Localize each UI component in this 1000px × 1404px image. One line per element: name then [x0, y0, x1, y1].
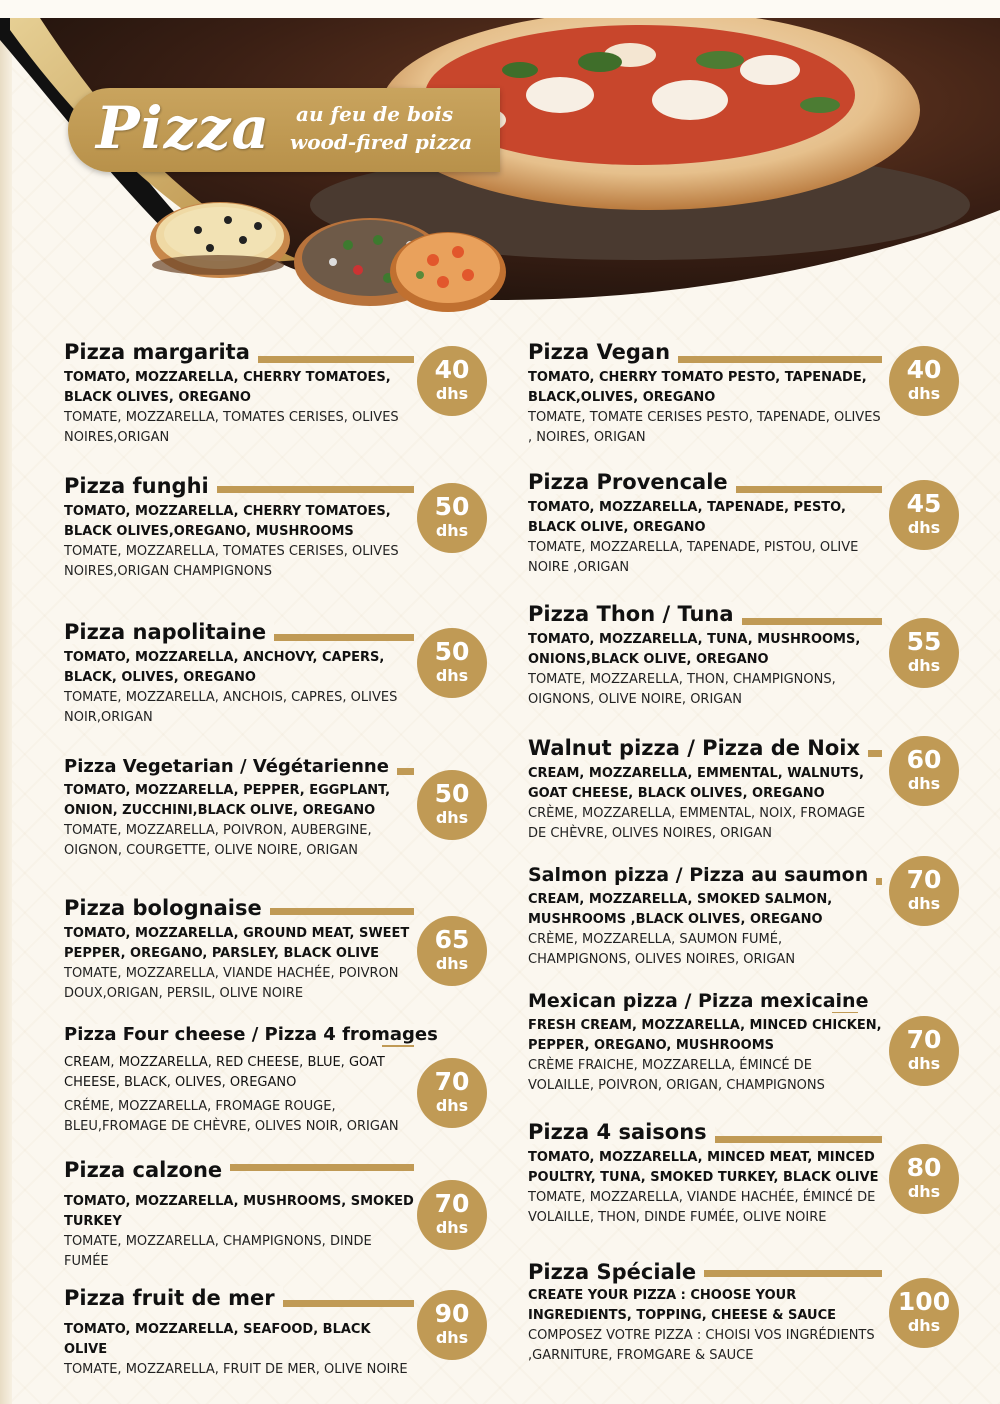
- item-ingredients-en: CREAM, MOZZARELLA, RED CHEESE, BLUE, GOAT CHEESE, BLACK, OLIVES, OREGANO: [64, 1055, 385, 1090]
- item-ingredients-en: TOMATO, MOZZARELLA, CHERRY TOMATOES, BLACK OLIVES,OREGANO, MUSHROOMS: [64, 504, 391, 539]
- price-badge: [889, 856, 959, 926]
- pizza-images: [148, 190, 508, 320]
- price-badge: [889, 618, 959, 688]
- price-currency: dhs: [907, 1054, 941, 1073]
- price-badge: [417, 1058, 487, 1128]
- price-currency: dhs: [907, 518, 941, 537]
- price-badge: [889, 1016, 959, 1086]
- price-currency: dhs: [435, 384, 469, 403]
- price-badge: [417, 916, 487, 986]
- pizza-image-seafood: [390, 232, 506, 312]
- menu-item-margarita: [64, 340, 414, 448]
- price-badge: [417, 1290, 487, 1360]
- menu-item-napolitaine: [64, 620, 414, 728]
- gold-rule: [694, 1270, 882, 1277]
- price-badge: [889, 480, 959, 550]
- item-ingredients-fr: TOMATE, MOZZARELLA, ANCHOIS, CAPRES, OLIVES NOIR,ORIGAN: [64, 690, 398, 725]
- gold-rule: [714, 486, 882, 493]
- price-currency: dhs: [435, 954, 469, 973]
- item-ingredients-fr: TOMATE, MOZZARELLA, VIANDE HACHÉE, POIVRON DOUX,ORIGAN, PERSIL, OLIVE NOIRE: [64, 966, 399, 1001]
- menu-item-funghi: [64, 474, 414, 582]
- item-name: Pizza Provencale: [528, 470, 736, 494]
- item-ingredients-fr: CRÉME, MOZZARELLA, FROMAGE ROUGE, BLEU,FROMAGE DE CHÈVRE, OLIVES NOIR, ORIGAN: [64, 1099, 399, 1134]
- price-badge: [889, 1144, 959, 1214]
- price-currency: dhs: [907, 774, 941, 793]
- price-badge: [889, 1278, 959, 1348]
- item-ingredients-en: TOMATO, MOZZARELLA, MINCED MEAT, MINCED POULTRY, TUNA, SMOKED TURKEY, BLACK OLIVE: [528, 1150, 879, 1185]
- gold-rule: [210, 1164, 414, 1171]
- price-currency: dhs: [907, 1316, 941, 1335]
- item-name: Pizza Vegan: [528, 340, 678, 364]
- price-amount: 90: [434, 1299, 470, 1328]
- item-ingredients-fr: TOMATE, MOZZARELLA, CHAMPIGNONS, DINDE FUMÉE: [64, 1234, 372, 1269]
- menu-item-salmon: [528, 864, 882, 970]
- price-currency: dhs: [907, 656, 941, 675]
- item-ingredients-en: CREAM, MOZZARELLA, SMOKED SALMON, MUSHROOMS ,BLACK OLIVES, OREGANO: [528, 892, 833, 927]
- menu-item-four-cheese: [64, 1024, 438, 1137]
- item-ingredients-fr: COMPOSEZ VOTRE PIZZA : CHOISI VOS INGRÉDIENTS ,GARNITURE, FROMGARE & SAUCE: [528, 1328, 875, 1363]
- item-name: Pizza 4 saisons: [528, 1120, 715, 1144]
- price-badge: [889, 736, 959, 806]
- price-amount: 50: [434, 637, 470, 666]
- gold-rule: [666, 356, 882, 363]
- menu-item-fruit-de-mer: [64, 1286, 414, 1380]
- item-name: Salmon pizza / Pizza au saumon: [528, 864, 876, 886]
- price-amount: 55: [906, 627, 942, 656]
- subtitle-french: au feu de bois: [296, 102, 454, 126]
- item-ingredients-fr: CRÈME FRAICHE, MOZZARELLA, ÉMINCÉ DE VOLAILLE, POIVRON, ORIGAN, CHAMPIGNONS: [528, 1058, 825, 1093]
- gold-rule: [214, 486, 414, 493]
- menu-item-calzone: [64, 1158, 414, 1272]
- page-title: Pizza: [96, 94, 271, 162]
- item-ingredients-en: TOMATO, MOZZARELLA, GROUND MEAT, SWEET PEPPER, OREGANO, PARSLEY, BLACK OLIVE: [64, 926, 410, 961]
- item-name: Pizza margarita: [64, 340, 258, 364]
- item-ingredients-en: FRESH CREAM, MOZZARELLA, MINCED CHICKEN, PEPPER, OREGANO, MUSHROOMS: [528, 1018, 882, 1053]
- gold-rule: [254, 356, 414, 363]
- item-name: Pizza bolognaise: [64, 896, 270, 920]
- item-name: Pizza Spéciale: [528, 1260, 704, 1284]
- item-ingredients-en: TOMATO, MOZZARELLA, MUSHROOMS, SMOKED TURKEY: [64, 1194, 414, 1229]
- price-currency: dhs: [435, 521, 469, 540]
- pizza-image-margarita: [150, 202, 290, 278]
- price-amount: 50: [434, 779, 470, 808]
- item-ingredients-en: TOMATO, MOZZARELLA, CHERRY TOMATOES, BLACK OLIVES, OREGANO: [64, 370, 391, 405]
- item-ingredients-en: TOMATO, MOZZARELLA, PEPPER, EGGPLANT, ONION, ZUCCHINI,BLACK OLIVE, OREGANO: [64, 783, 391, 818]
- menu-item-4-saisons: [528, 1120, 882, 1228]
- item-ingredients-fr: CRÈME, MOZZARELLA, EMMENTAL, NOIX, FROMAGE DE CHÈVRE, OLIVES NOIRES, ORIGAN: [528, 806, 866, 841]
- subtitle-english: wood-fired pizza: [290, 130, 473, 154]
- price-amount: 45: [906, 489, 942, 518]
- item-name: Pizza calzone: [64, 1158, 230, 1182]
- price-amount: 40: [906, 355, 942, 384]
- gold-rule: [260, 634, 414, 641]
- item-name: Pizza Four cheese / Pizza 4 fromages: [64, 1024, 446, 1045]
- menu-item-walnut: [528, 736, 882, 844]
- item-ingredients-en: TOMATO, MOZZARELLA, TUNA, MUSHROOMS, ONIONS,BLACK OLIVE, OREGANO: [528, 632, 861, 667]
- price-amount: 70: [434, 1189, 470, 1218]
- item-ingredients-en: TOMATO, MOZZARELLA, ANCHOVY, CAPERS, BLACK, OLIVES, OREGANO: [64, 650, 385, 685]
- price-amount: 70: [906, 1025, 942, 1054]
- item-name: Walnut pizza / Pizza de Noix: [528, 736, 868, 760]
- price-currency: dhs: [435, 666, 469, 685]
- item-ingredients-fr: TOMATE, MOZZARELLA, POIVRON, AUBERGINE, OIGNON, COURGETTE, OLIVE NOIRE, ORIGAN: [64, 823, 372, 858]
- item-ingredients-fr: TOMATE, TOMATE CERISES PESTO, TAPENADE, OLIVES , NOIRES, ORIGAN: [528, 410, 881, 445]
- menu-item-vegetarian: [64, 756, 414, 861]
- item-ingredients-fr: TOMATE, MOZZARELLA, THON, CHAMPIGNONS, OIGNONS, OLIVE NOIRE, ORIGAN: [528, 672, 836, 707]
- gold-rule: [692, 1136, 882, 1143]
- price-amount: 70: [434, 1067, 470, 1096]
- item-name: Pizza Thon / Tuna: [528, 602, 742, 626]
- menu-item-bolognaise: [64, 896, 414, 1004]
- price-amount: 60: [906, 745, 942, 774]
- price-badge: [417, 770, 487, 840]
- price-currency: dhs: [907, 384, 941, 403]
- menu-item-speciale: [528, 1260, 882, 1366]
- price-amount: 70: [906, 865, 942, 894]
- item-name: Pizza fruit de mer: [64, 1286, 283, 1310]
- price-amount: 40: [434, 355, 470, 384]
- item-name: Pizza Vegetarian / Végétarienne: [64, 756, 397, 777]
- price-amount: 100: [897, 1287, 951, 1316]
- item-ingredients-en: CREAM, MOZZARELLA, EMMENTAL, WALNUTS, GOAT CHEESE, BLACK OLIVES, OREGANO: [528, 766, 864, 801]
- title-badge: [68, 88, 500, 172]
- item-ingredients-fr: TOMATE, MOZZARELLA, FRUIT DE MER, OLIVE NOIRE: [64, 1362, 408, 1377]
- price-currency: dhs: [907, 1182, 941, 1201]
- price-currency: dhs: [907, 894, 941, 913]
- item-ingredients-en: TOMATO, MOZZARELLA, SEAFOOD, BLACK OLIVE: [64, 1322, 371, 1357]
- price-currency: dhs: [435, 1218, 469, 1237]
- menu-item-mexican: [528, 990, 882, 1096]
- price-badge: [417, 1180, 487, 1250]
- item-ingredients-en: TOMATO, MOZZARELLA, TAPENADE, PESTO, BLACK OLIVE, OREGANO: [528, 500, 846, 535]
- item-ingredients-fr: TOMATE, MOZZARELLA, VIANDE HACHÉE, ÉMINCÉ DE VOLAILLE, THON, DINDE FUMÉE, OLIVE NOIRE: [528, 1190, 876, 1225]
- item-ingredients-fr: TOMATE, MOZZARELLA, TAPENADE, PISTOU, OLIVE NOIRE ,ORIGAN: [528, 540, 859, 575]
- price-currency: dhs: [435, 1328, 469, 1347]
- menu-item-vegan: [528, 340, 882, 448]
- menu-item-thon-tuna: [528, 602, 882, 710]
- price-badge: [417, 628, 487, 698]
- price-currency: dhs: [435, 808, 469, 827]
- price-badge: [417, 483, 487, 553]
- item-name: Mexican pizza / Pizza mexicaine: [528, 990, 876, 1012]
- item-ingredients-fr: CRÈME, MOZZARELLA, SAUMON FUMÉ, CHAMPIGNONS, OLIVES NOIRES, ORIGAN: [528, 932, 796, 967]
- item-ingredients-en: CREATE YOUR PIZZA : CHOOSE YOUR INGREDIENTS, TOPPING, CHEESE & SAUCE: [528, 1288, 837, 1323]
- item-ingredients-fr: TOMATE, MOZZARELLA, TOMATES CERISES, OLIVES NOIRES,ORIGAN CHAMPIGNONS: [64, 544, 399, 579]
- price-amount: 80: [906, 1153, 942, 1182]
- price-amount: 50: [434, 492, 470, 521]
- item-ingredients-fr: TOMATE, MOZZARELLA, TOMATES CERISES, OLIVES NOIRES,ORIGAN: [64, 410, 399, 445]
- menu-item-provencale: [528, 470, 882, 578]
- price-amount: 65: [434, 925, 470, 954]
- price-badge: [889, 346, 959, 416]
- item-name: Pizza funghi: [64, 474, 217, 498]
- price-currency: dhs: [435, 1096, 469, 1115]
- item-ingredients-en: TOMATO, CHERRY TOMATO PESTO, TAPENADE, BLACK,OLIVES, OREGANO: [528, 370, 867, 405]
- item-name: Pizza napolitaine: [64, 620, 274, 644]
- price-badge: [417, 346, 487, 416]
